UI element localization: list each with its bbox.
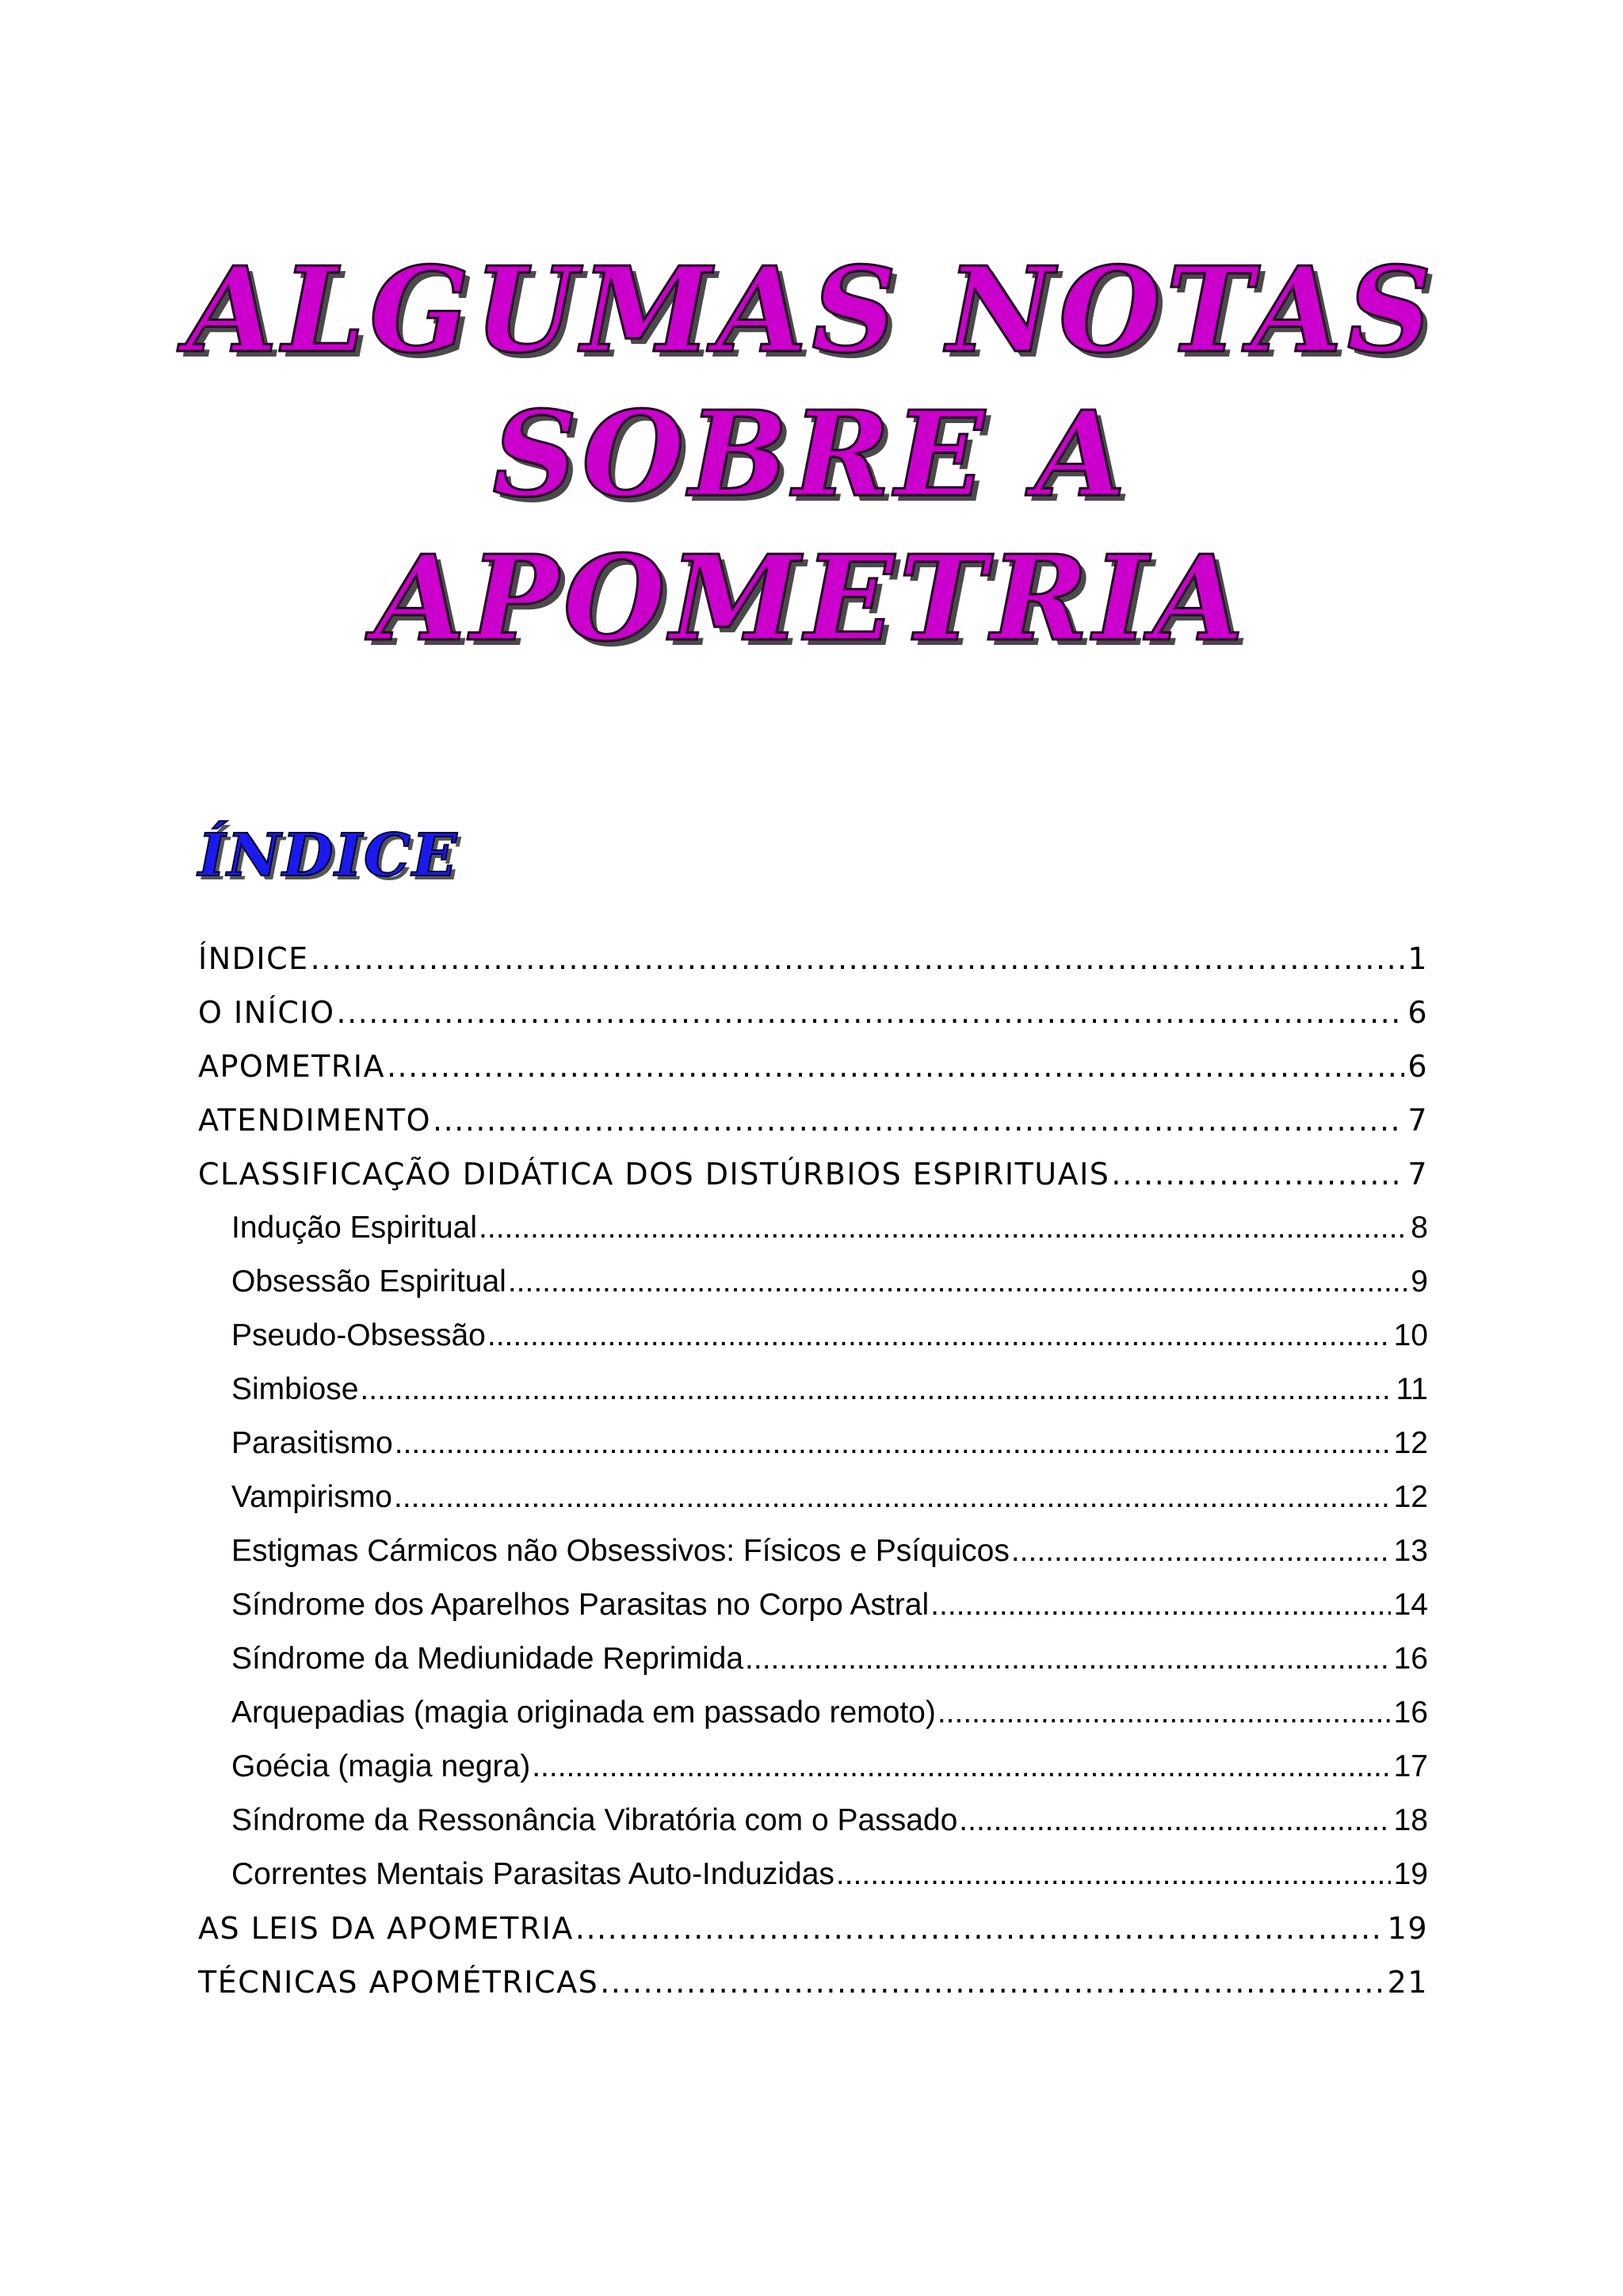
toc-entry-label: O INÍCIO [198,995,335,1030]
document-title [0,238,1623,670]
toc-subentry-label: Síndrome da Ressonância Vibratória com o Passado [231,1803,958,1837]
table-of-contents [198,941,1428,2019]
toc-entry-page: 6 [1407,1049,1428,1084]
toc-subentry-label: Síndrome dos Aparelhos Parasitas no Corpo Astral [231,1588,930,1622]
toc-leader-dots [600,1965,1384,2000]
toc-subentry-page: 18 [1393,1803,1428,1837]
toc-entry-label: ATENDIMENTO [198,1103,432,1138]
toc-entry[interactable] [198,1911,1428,1965]
toc-subentry[interactable] [198,1480,1428,1534]
toc-subentry-page: 11 [1396,1372,1428,1406]
toc-leader-dots [487,1318,1391,1353]
toc-subentry[interactable] [198,1857,1428,1911]
toc-subentry-page: 17 [1393,1749,1428,1783]
toc-entry-page: 6 [1407,995,1428,1030]
toc-subentry-label: Estigmas Cármicos não Obsessivos: Físicos e Psíquicos [231,1534,1010,1568]
toc-subentry[interactable] [198,1749,1428,1803]
toc-leader-dots [479,1211,1407,1245]
toc-subentry-label: Goécia (magia negra) [231,1749,531,1783]
toc-entry[interactable] [198,941,1428,995]
toc-subentry[interactable] [198,1642,1428,1695]
toc-subentry-page: 12 [1393,1426,1428,1460]
toc-leader-dots [1011,1534,1391,1569]
toc-leader-dots [387,1049,1404,1084]
toc-subentry-label: Parasitismo [231,1426,393,1460]
toc-leader-dots [959,1803,1390,1838]
toc-entry[interactable] [198,995,1428,1049]
toc-subentry-page: 16 [1393,1695,1428,1730]
toc-subentry-page: 19 [1393,1857,1428,1891]
toc-entry-page: 7 [1407,1103,1428,1138]
toc-subentry[interactable] [198,1534,1428,1588]
toc-leader-dots [532,1749,1390,1784]
toc-entry-page: 21 [1387,1965,1428,2000]
title-line: SOBRE A [492,385,1131,523]
toc-subentry-label: Correntes Mentais Parasitas Auto-Induzidas [231,1857,834,1891]
toc-leader-dots [575,1911,1384,1946]
toc-subentry-page: 12 [1393,1480,1428,1514]
toc-subentry[interactable] [198,1426,1428,1480]
toc-entry-label: CLASSIFICAÇÃO DIDÁTICA DOS DISTÚRBIOS ESPIRITUAIS [198,1157,1110,1192]
toc-subentry-label: Indução Espiritual [231,1211,478,1245]
toc-leader-dots [745,1642,1391,1676]
toc-subentry[interactable] [198,1588,1428,1642]
toc-subentry-page: 14 [1393,1588,1428,1622]
toc-leader-dots [508,1264,1407,1299]
toc-leader-dots [311,941,1405,976]
toc-subentry-page: 16 [1393,1642,1428,1676]
toc-entry[interactable] [198,1157,1428,1211]
toc-leader-dots [336,995,1404,1030]
toc-subentry-label: Vampirismo [231,1480,392,1514]
toc-leader-dots [395,1426,1391,1461]
toc-leader-dots [938,1695,1391,1730]
toc-entry-page: 7 [1407,1157,1428,1192]
toc-subentry[interactable] [198,1372,1428,1426]
toc-subentry[interactable] [198,1803,1428,1857]
toc-entry-label: TÉCNICAS APOMÉTRICAS [198,1965,599,2000]
toc-subentry-page: 10 [1393,1318,1428,1352]
toc-subentry-label: Arquepadias (magia originada em passado remoto) [231,1695,936,1730]
toc-leader-dots [836,1857,1391,1892]
toc-subentry[interactable] [198,1211,1428,1264]
toc-entry-page: 19 [1387,1911,1428,1946]
toc-entry-label: AS LEIS DA APOMETRIA [198,1911,574,1946]
toc-entry[interactable] [198,1049,1428,1103]
title-line: ALGUMAS NOTAS [186,241,1437,379]
toc-leader-dots [930,1588,1390,1623]
toc-subentry-label: Obsessão Espiritual [231,1264,506,1299]
toc-entry[interactable] [198,1965,1428,2019]
toc-leader-dots [360,1372,1392,1407]
toc-subentry-label: Simbiose [231,1372,359,1406]
toc-leader-dots [433,1103,1404,1138]
toc-subentry[interactable] [198,1264,1428,1318]
toc-subentry-page: 13 [1393,1534,1428,1568]
toc-entry-label: ÍNDICE [198,941,309,976]
toc-entry[interactable] [198,1103,1428,1157]
toc-subentry-label: Pseudo-Obsessão [231,1318,486,1352]
title-line: APOMETRIA [374,529,1249,667]
toc-entry-label: APOMETRIA [198,1049,385,1084]
toc-subentry-label: Síndrome da Mediunidade Reprimida [231,1642,744,1676]
toc-leader-dots [1111,1157,1404,1192]
toc-subentry[interactable] [198,1695,1428,1749]
toc-subentry-page: 8 [1411,1211,1428,1245]
toc-leader-dots [394,1480,1391,1515]
toc-subentry-page: 9 [1411,1264,1428,1299]
toc-entry-page: 1 [1407,941,1428,976]
toc-subentry[interactable] [198,1318,1428,1372]
index-heading: ÍNDICE [198,822,459,890]
